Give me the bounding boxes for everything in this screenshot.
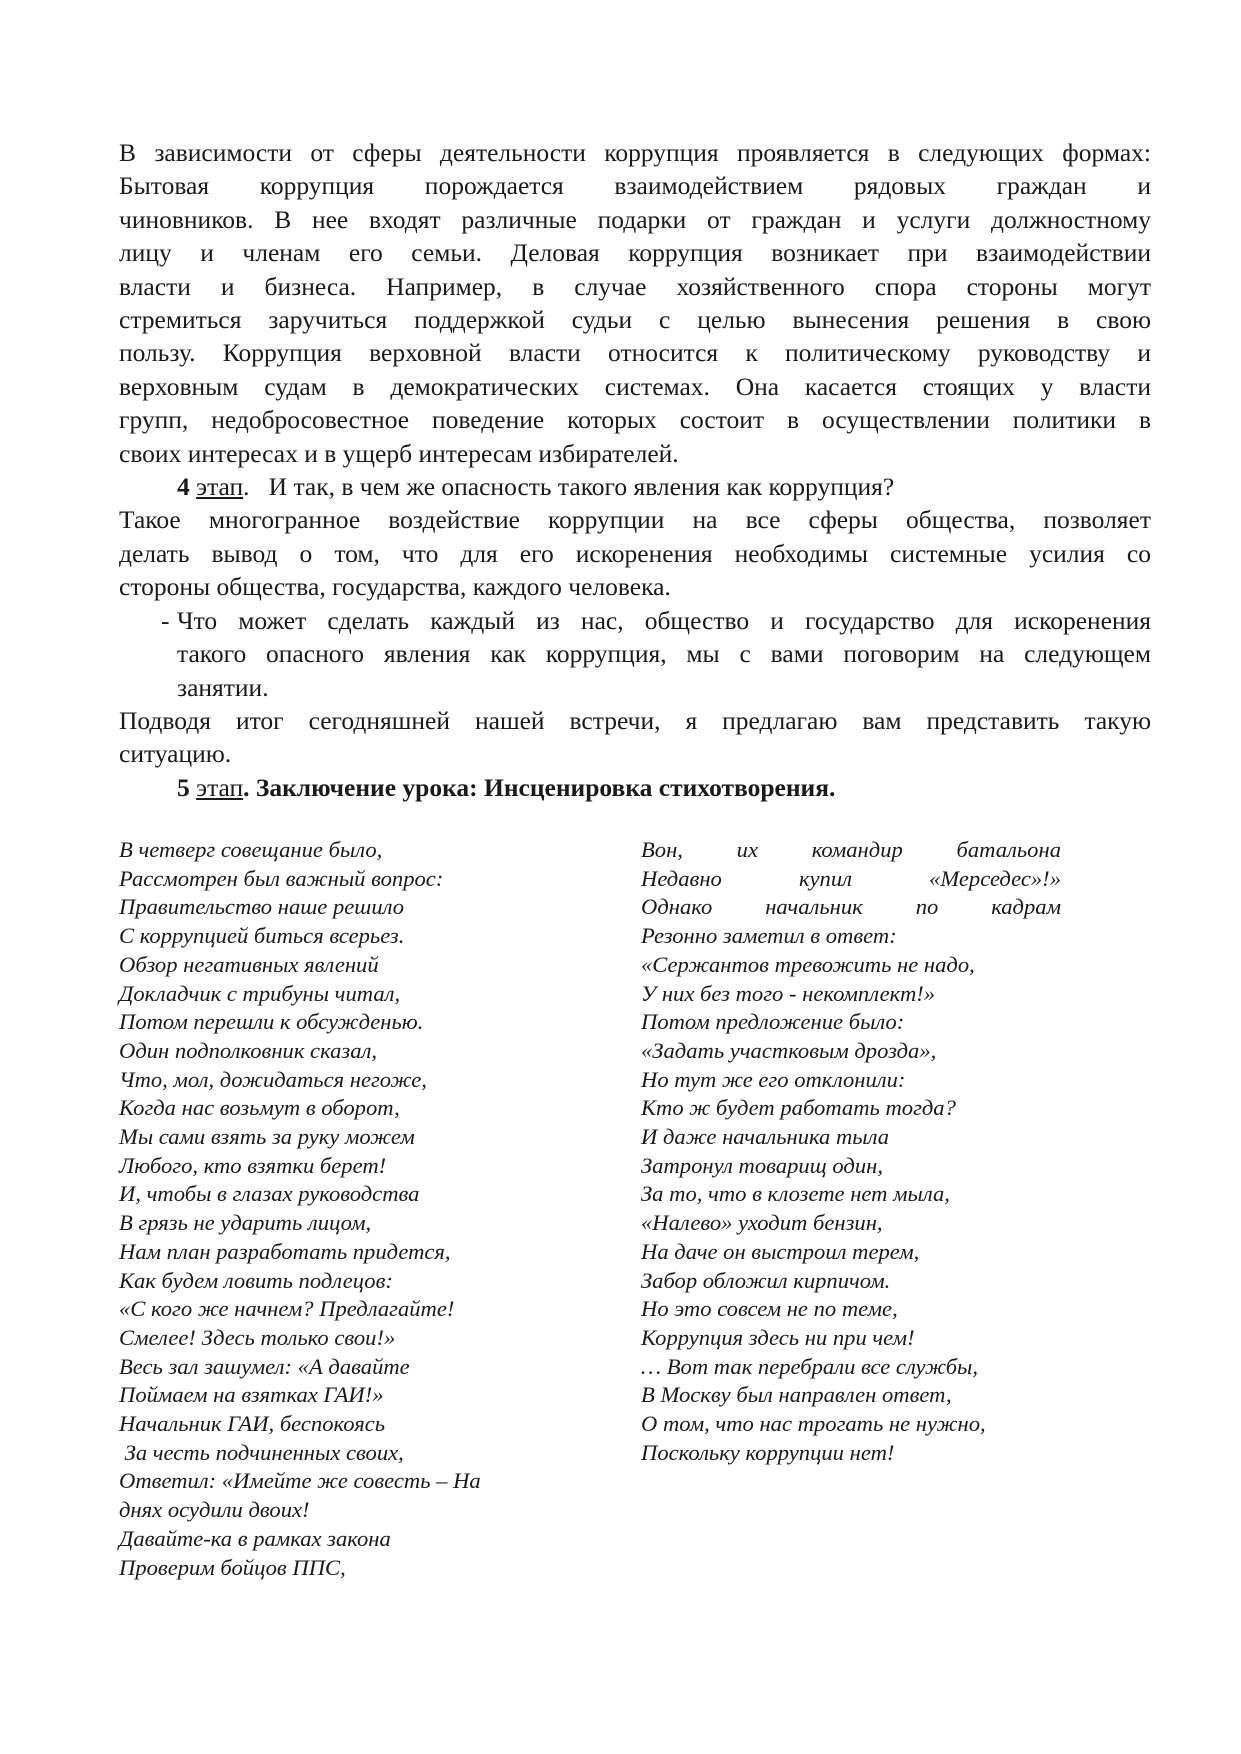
stage-text: . И так, в чем же опасность такого явления как коррупция? [243,472,895,502]
poem-line: В Москву был направлен ответ, [641,1382,952,1408]
stage-number: 5 [177,772,190,802]
poem-line: Рассмотрен был важный вопрос: [119,865,444,891]
text-line: власти и бизнеса. Например, в случае хозяйственного спора стороны могут [119,271,1151,301]
text-line: групп, недобросовестное поведение которых состоит в осуществлении политики в [119,405,1151,435]
poem-column-left [119,836,559,1582]
poem-line: В четверг совещание было, [119,837,383,862]
poem-line: … Вот так перебрали все службы, [641,1353,979,1379]
text-line: чиновников. В нее входят различные подарки от граждан и услуги должностному [119,204,1151,234]
poem [119,836,1151,1636]
poem-line: Весь зал зашумел: «А давайте [119,1353,410,1379]
poem-column-right [641,836,1061,1467]
poem-line: За честь подчиненных своих, [119,1439,404,1465]
poem-line: «С кого же начнем? Предлагайте! [119,1296,455,1322]
poem-line: «Сержантов тревожить не надо, [641,951,975,977]
text-line: своих интересах и в ущерб интересам избирателей. [119,438,679,468]
poem-line: Мы сами взять за руку можем [119,1124,415,1150]
poem-line: «Задать участковым дрозда», [641,1037,937,1063]
poem-line: Начальник ГАИ, беспокоясь [119,1411,386,1437]
poem-line: Ответил: «Имейте же совесть – На [119,1468,481,1494]
text-line: В зависимости от сферы деятельности коррупция проявляется в следующих формах: [119,138,1151,167]
text-line: занятии. [177,672,269,702]
text-line: делать вывод о том, что для его искоренения необходимы системные усилия со [119,538,1151,568]
text-line: стремиться заручиться поддержкой судьи с целью вынесения решения в свою [119,305,1151,335]
text-line: лицу и членам его семьи. Деловая коррупция возникает при взаимодействии [119,238,1151,268]
poem-line: Потом предложение было: [641,1009,905,1035]
poem-line: Недавно купил «Мерседес»!» [641,865,1061,891]
text-line: ситуацию. [119,739,232,769]
document-body [119,136,1151,804]
stage-number: 4 [177,472,190,502]
poem-line: Любого, кто взятки берет! [119,1152,387,1178]
poem-line: И даже начальника тыла [641,1124,890,1150]
poem-line: Однако начальник по кадрам [641,894,1061,920]
stage-5-heading [119,771,1151,804]
poem-line: За то, что в клозете нет мыла, [641,1181,950,1207]
poem-line: Забор обложил кирпичом. [641,1267,891,1293]
poem-line: Нам план разработать придется, [119,1238,451,1264]
poem-line: Затронул товарищ один, [641,1152,883,1178]
poem-line: «Налево» уходит бензин, [641,1210,883,1236]
poem-line: Поймаем на взятках ГАИ!» [119,1382,384,1408]
poem-line: На даче он выстроил терем, [641,1238,920,1264]
poem-line: Смелее! Здесь только свои!» [119,1324,396,1350]
dash-marker: - [161,605,170,635]
poem-line: Один подполковник сказал, [119,1037,377,1063]
text-line: стороны общества, государства, каждого человека. [119,572,671,602]
dash-list-item [119,604,1151,704]
poem-line: И, чтобы в глазах руководства [119,1181,420,1207]
poem-line: Потом перешли к обсужденью. [119,1009,424,1035]
text-line: такого опасного явления как коррупция, мы с вами поговорим на следующем [177,639,1151,669]
poem-line: У них без того - некомплект!» [641,980,936,1006]
poem-line: Докладчик с трибуны читал, [119,980,401,1006]
poem-line: Но это совсем не по теме, [641,1296,898,1322]
poem-line: О том, что нас трогать не нужно, [641,1411,986,1437]
poem-line: С коррупцией биться всерьез. [119,923,405,949]
text-line: пользу. Коррупция верховной власти относится к политическому руководству и [119,338,1151,368]
stage-text: . Заключение урока: Инсценировка стихотворения. [243,772,836,802]
poem-line: Когда нас возьмут в оборот, [119,1095,400,1121]
poem-line: В грязь не ударить лицом, [119,1210,372,1236]
poem-line: Проверим бойцов ППС, [119,1554,346,1580]
poem-line: Коррупция здесь ни при чем! [641,1324,915,1350]
poem-line: Давайте-ка в рамках закона [119,1525,391,1551]
stage-word: этап [196,472,244,502]
text-line: Такое многогранное воздействие коррупции на все сферы общества, позволяет [119,505,1151,535]
text-line: Что может сделать каждый из нас, общество и государство для искоренения [177,605,1151,635]
text-line: Подводя итог сегодняшней нашей встречи, я предлагаю вам представить такую [119,705,1151,735]
poem-line: днях осудили двоих! [119,1497,310,1523]
poem-line: Резонно заметил в ответ: [641,923,897,949]
poem-line: Правительство наше решило [119,894,405,920]
poem-line: Кто ж будет работать тогда? [641,1095,956,1121]
stage-word: этап [196,772,244,802]
poem-line: Обзор негативных явлений [119,951,379,977]
poem-line: Поскольку коррупции нет! [641,1439,895,1465]
poem-line: Как будем ловить подлецов: [119,1267,393,1293]
paragraph-summary [119,704,1151,771]
poem-line: Что, мол, дожидаться негоже, [119,1066,427,1092]
poem-line: Вон, их командир батальона [641,837,1061,862]
paragraph-influence [119,503,1151,603]
poem-line: Но тут же его отклонили: [641,1066,906,1092]
paragraph-corruption-forms [119,136,1151,470]
text-line: Бытовая коррупция порождается взаимодействием рядовых граждан и [119,171,1151,201]
stage-4-heading [119,470,1151,503]
text-line: верховным судам в демократических системах. Она касается стоящих у власти [119,371,1151,401]
